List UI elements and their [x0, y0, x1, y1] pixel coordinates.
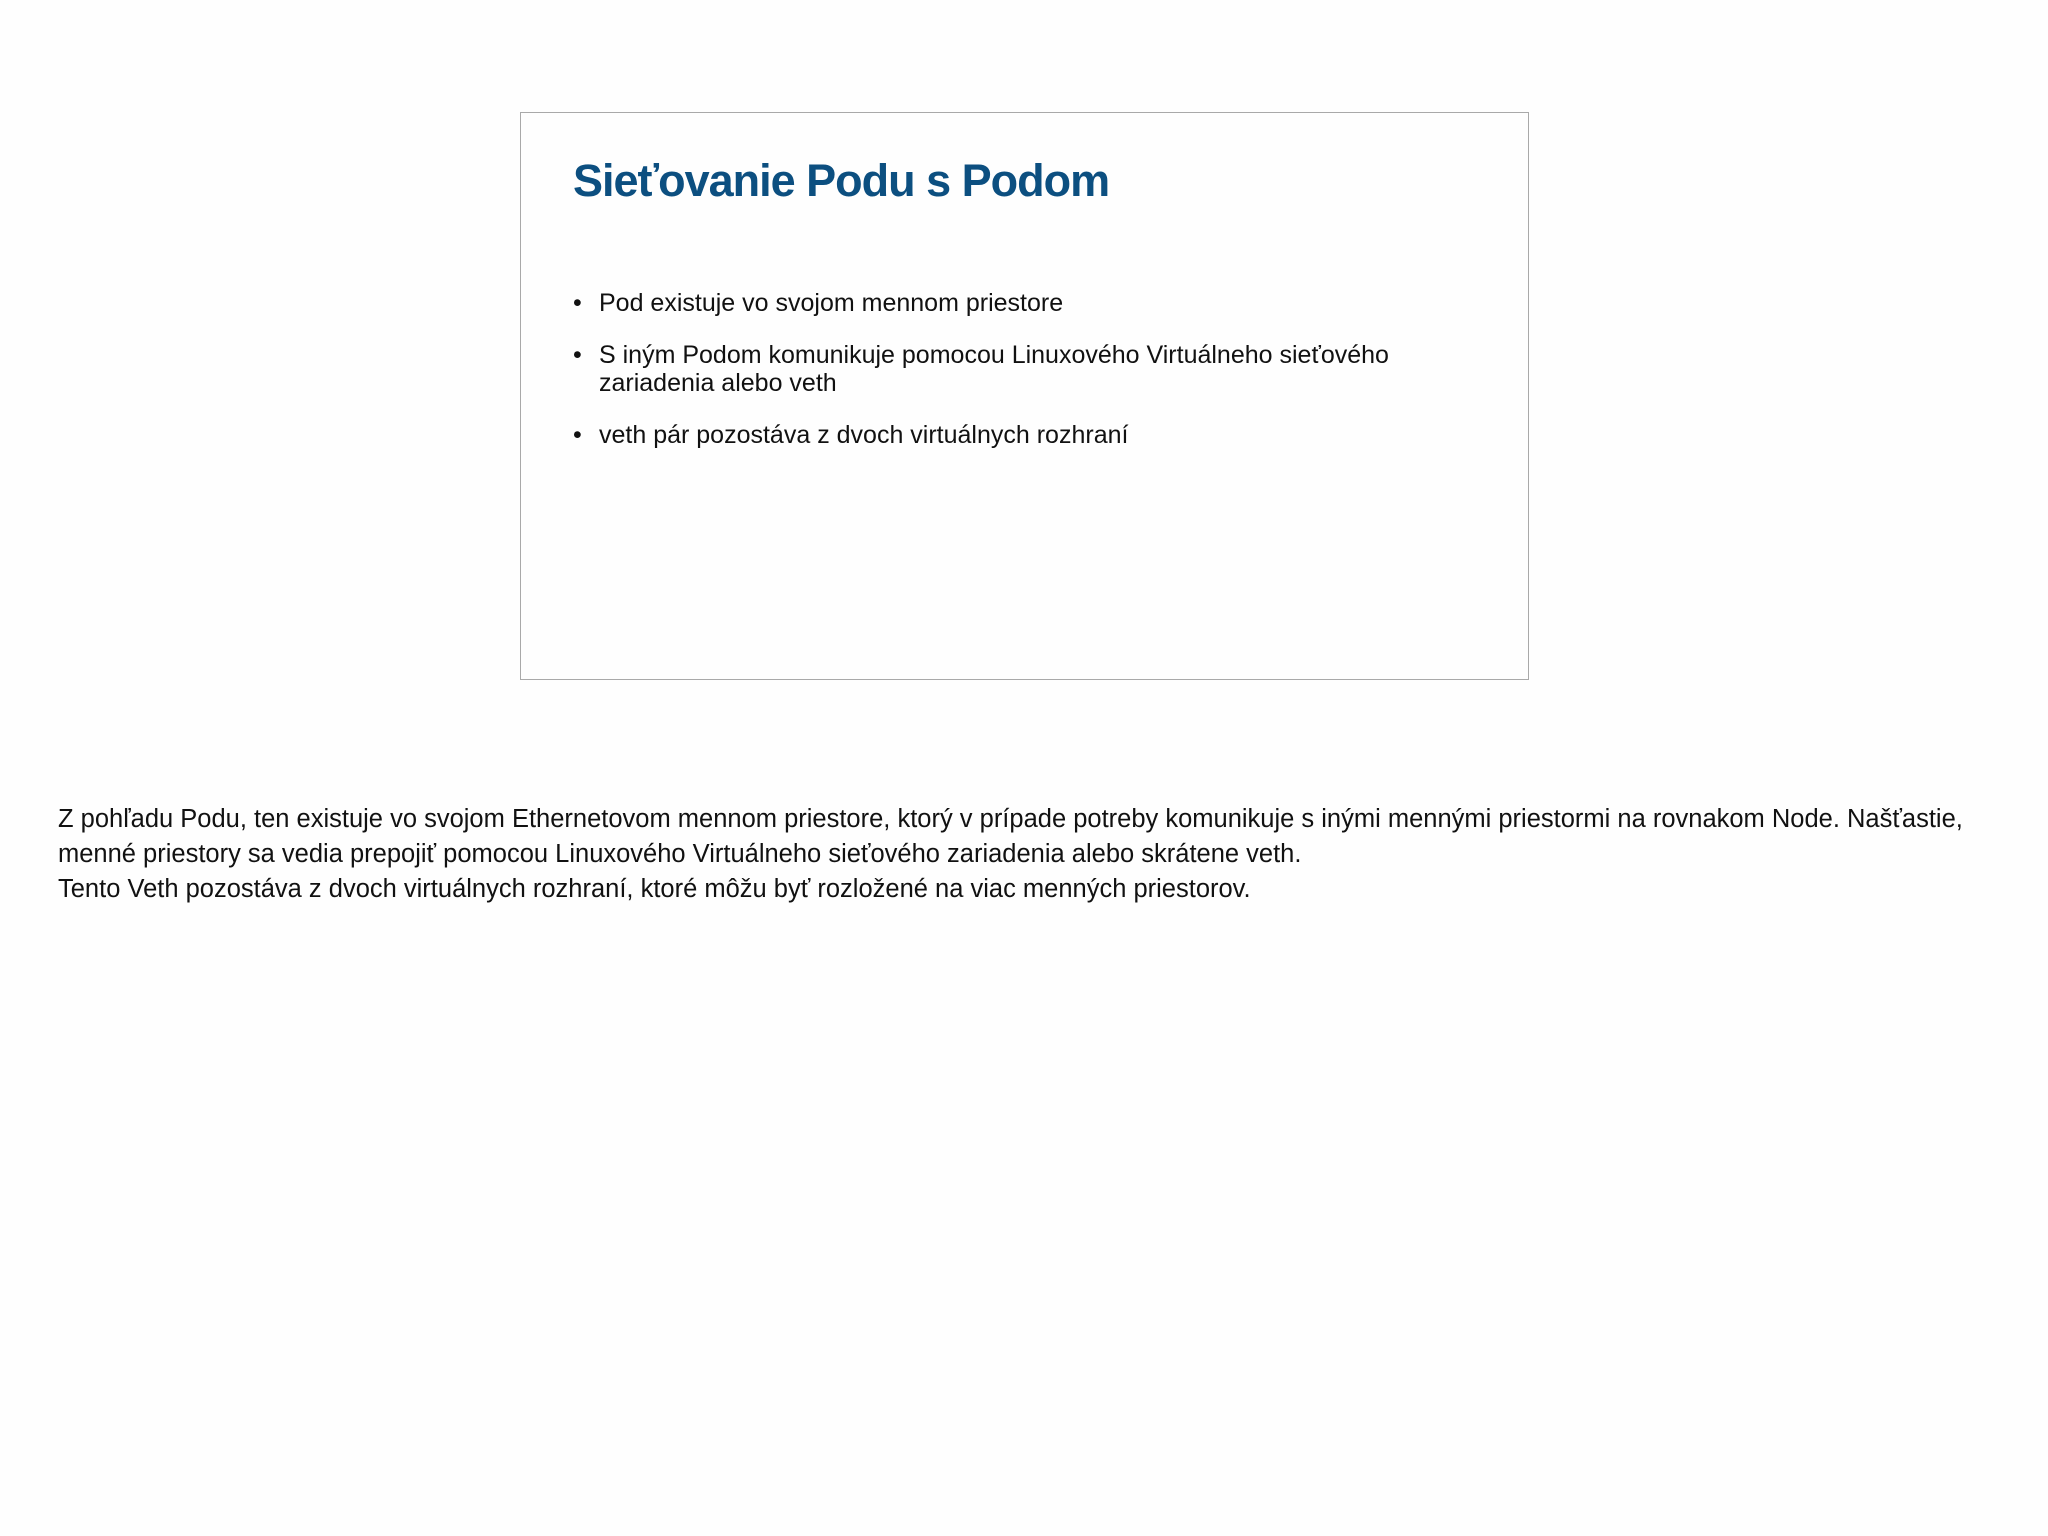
- bullet-text: Pod existuje vo svojom mennom priestore: [599, 289, 1064, 317]
- bullet-item: [573, 289, 1473, 317]
- bullet-text: veth pár pozostáva z dvoch virtuálnych rozhraní: [599, 421, 1129, 449]
- bullet-dot-icon: •: [573, 341, 582, 369]
- slide-preview: [520, 112, 1529, 680]
- bullet-list: [573, 289, 1473, 473]
- notes-paragraph: Z pohľadu Podu, ten existuje vo svojom Ethernetovom mennom priestore, ktorý v prípade potreby komunikuje s inými mennými priestormi na rovnakom Node. Našťastie, menné priestory sa vedia prepojiť pomocou Linuxového Virtuálneho sieťového zariadenia alebo skrátene veth.: [58, 805, 1963, 868]
- bullet-dot-icon: •: [573, 289, 582, 317]
- bullet-text: S iným Podom komunikuje pomocou Linuxového Virtuálneho sieťového zariadenia alebo veth: [599, 341, 1389, 397]
- slide-title: Sieťovanie Podu s Podom: [573, 155, 1110, 206]
- bullet-dot-icon: •: [573, 421, 582, 449]
- bullet-item: [573, 341, 1473, 397]
- notes-paragraph: Tento Veth pozostáva z dvoch virtuálnych rozhraní, ktoré môžu byť rozložené na viac menných priestorov.: [58, 875, 1251, 903]
- bullet-item: [573, 421, 1473, 449]
- speaker-notes: [58, 802, 2018, 907]
